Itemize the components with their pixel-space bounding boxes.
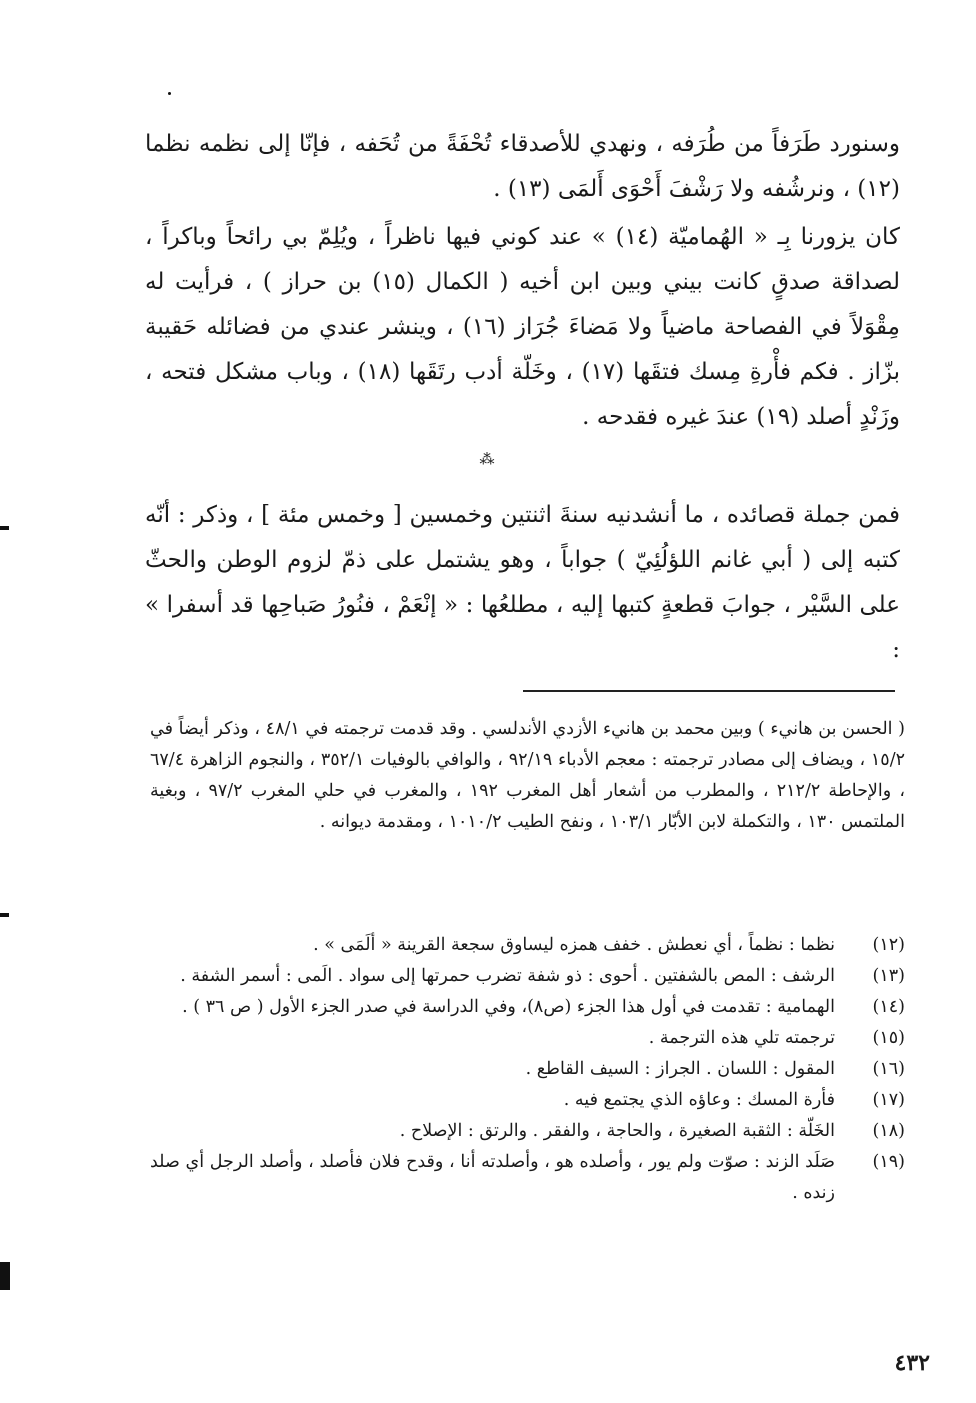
scan-dot <box>168 92 171 95</box>
footnote-text: صَلَد الزند : صوّت ولم يور ، وأصلده هو ، وأصلدته أنا ، وقدح فلان فأصلد ، وأصلد الرجل أي صلد زنده . <box>150 1152 835 1203</box>
page-number: ٤٣٢ <box>894 1350 930 1376</box>
paragraph-text: كان يزورنا بِـ « الهُماميّة (١٤) » عند كوني فيها ناظراً ، ويُلِمّ بي رائحاً وباكراً ، لصداقة صدقٍ كانت بيني وبين ابن أخيه ( الكمال (١٥) بن حراز ) ، فرأيت له مِقْوَلاً في الفصاحة ماضياً ولا مَضاءَ جُرَاز (١٦) ، وينشر عندي من فضائله حَقيبة بزّاز . فكم فأْرةِ مِسك فتقَها (١٧) ، وخَلّة أدب رتَقَها (١٨) ، وباب مشكل فتحه ، وزَنْدٍ أصلد (١٩) عندَ غيره فقدحه . <box>145 224 901 430</box>
footnote-number: (١٢) <box>872 935 905 955</box>
footnote-item <box>150 1116 905 1147</box>
footnote-item <box>150 1147 905 1209</box>
footnote-text: المقول : اللسان . الجراز : السيف القاطع . <box>525 1059 835 1079</box>
footnote-item <box>150 992 905 1023</box>
paragraph-biography <box>145 215 900 440</box>
footnote-text: نظما : نظماً ، أي نعطش . خفف همزه ليساوق سجعة القرينة « ألَمَى » . <box>313 935 835 955</box>
section-separator: ⁂ <box>479 450 497 468</box>
footnote-text: الهمامية : تقدمت في أول هذا الجزء (ص٨)، وفي الدراسة في صدر الجزء الأول ( ص ٣٦ ) . <box>182 997 835 1017</box>
footnote-text: الخَلّة : الثقبة الصغيرة ، والحاجة ، والفقر . والرتق : الإصلاح . <box>399 1121 835 1141</box>
scan-edge-mark <box>0 913 9 917</box>
scan-edge-mark <box>0 1262 10 1290</box>
footnote-item <box>150 1054 905 1085</box>
footnote-number: (١٥) <box>872 1028 905 1048</box>
footnote-text: فأرة المسك : وعاؤه الذي يجتمع فيه . <box>563 1090 835 1110</box>
footnote-text: ترجمته تلي هذه الترجمة . <box>648 1028 835 1048</box>
footnote-divider <box>523 690 895 692</box>
footnote-number: (١٤) <box>872 997 905 1017</box>
footnote-number: (١٩) <box>872 1152 905 1172</box>
footnote-item <box>150 1085 905 1116</box>
footnote-number: (١٨) <box>872 1121 905 1141</box>
scan-edge-mark <box>0 526 9 530</box>
paragraph-poem-intro <box>145 493 900 673</box>
paragraph-intro <box>145 122 900 212</box>
footnote-item <box>150 1023 905 1054</box>
footnote-continuation: ( الحسن بن هانيء ) وبين محمد بن هانيء الأزدي الأندلسي . وقد قدمت ترجمته في ٤٨/١ ، وذكر أيضاً في ١٥/٢ ، ويضاف إلى مصادر ترجمته : معجم الأدباء ٩٢/١٩ ، والوافي بالوفيات ٣٥٢/١ ، والنجوم الزاهرة ٦٧/٤ ، والإحاطة ٢١٢/٢ ، والمطرب من أشعار أهل المغرب ١٩٢ ، والمغرب في حلي المغرب ٩٧/٢ ، وبغية الملتمس ١٣٠ ، والتكملة لابن الأبّار ١٠٣/١ ، ونفح الطيب ١٠١٠/٢ ، ومقدمة ديوانه . <box>150 719 906 832</box>
footnote-number: (١٣) <box>872 966 905 986</box>
footnote-item <box>150 930 905 961</box>
paragraph-text: وسنورد طَرَفاً من طُرَفه ، ونهدي للأصدقاء تُحْفَةً من تُحَفه ، فإنّا إلى نظمه نظما (١٢) ، ونرشُفه ولا رَشْفَ أَحْوَى أَلمَى (١٣) . <box>145 131 900 202</box>
footnote-list <box>150 930 905 1209</box>
footnote-number: (١٧) <box>872 1090 905 1110</box>
footnote-text: الرشف : المص بالشفتين . أحوى : ذو شفة تضرب حمرتها إلى سواد . الَمى : أسمر الشفة . <box>180 966 835 986</box>
footnote-number: (١٦) <box>872 1059 905 1079</box>
paragraph-text: فمن جملة قصائده ، ما أنشدنيه سنةَ اثنتين وخمسين [ وخمس مئة ] ، وذكر : أنّه كتبه إلى ( أبي غانم اللؤلُئِيّ ) جواباً ، وهو يشتمل على ذمّ لزوم الوطن والحثّ على السَّيْر ، جوابَ قطعةٍ كتبها إليه ، مطلعُها : « إنْعَمْ ، فنُورُ صَباحِها قد أسفرا » : <box>145 502 900 663</box>
footnote-item <box>150 961 905 992</box>
